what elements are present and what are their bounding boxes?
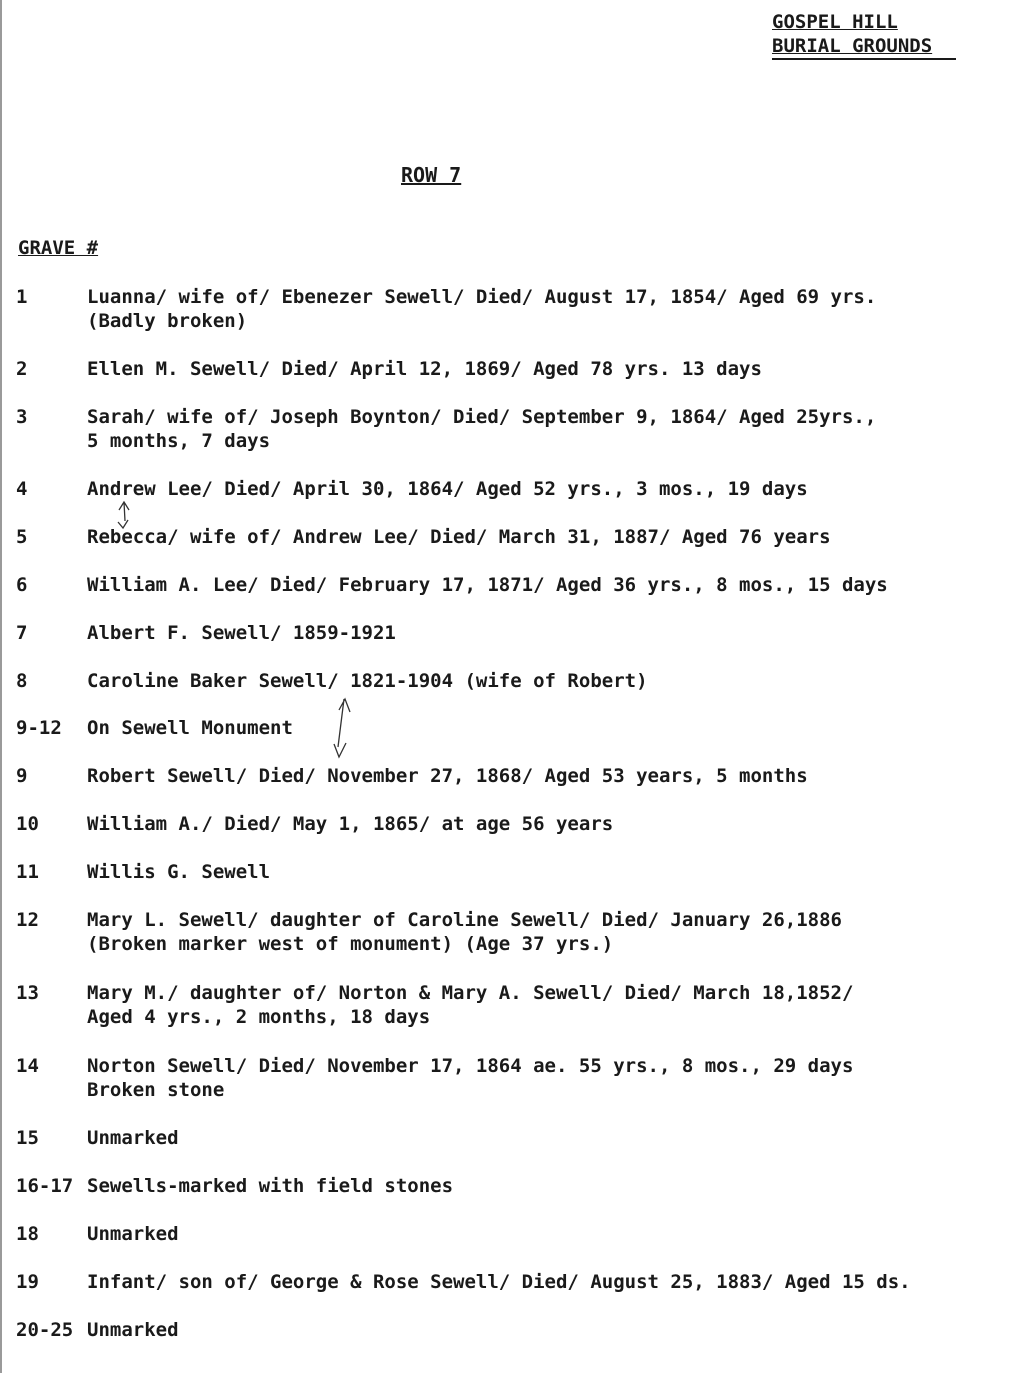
inscription-line: Mary L. Sewell/ daughter of Caroline Sewell/ Died/ January 26,1886 — [87, 909, 842, 931]
grave-number: 10 — [16, 813, 39, 835]
inscription-line: Sewells-marked with field stones — [87, 1175, 454, 1197]
grave-number: 1 — [16, 286, 28, 308]
inscription-line: Willis G. Sewell — [87, 861, 271, 883]
grave-number: 6 — [16, 574, 28, 596]
inscription-line: Andrew Lee/ Died/ April 30, 1864/ Aged 52 yrs., 3 mos., 19 days — [87, 478, 808, 500]
handwritten-arrow-up-small — [118, 502, 129, 528]
inscription-line: Unmarked — [87, 1127, 179, 1149]
inscription-line: William A. Lee/ Died/ February 17, 1871/ Aged 36 yrs., 8 mos., 15 days — [87, 574, 888, 596]
grave-number: 14 — [16, 1055, 39, 1077]
inscription-line: Luanna/ wife of/ Ebenezer Sewell/ Died/ August 17, 1854/ Aged 69 yrs. — [87, 286, 877, 308]
grave-number: 20-25 — [16, 1319, 74, 1341]
inscription-line: Rebecca/ wife of/ Andrew Lee/ Died/ March 31, 1887/ Aged 76 years — [87, 526, 831, 548]
inscription-line: Norton Sewell/ Died/ November 17, 1864 ae. 55 yrs., 8 mos., 29 days — [87, 1055, 854, 1077]
inscription-line: Sarah/ wife of/ Joseph Boynton/ Died/ September 9, 1864/ Aged 25yrs., — [87, 406, 877, 428]
inscription-line: William A./ Died/ May 1, 1865/ at age 56 years — [87, 813, 614, 835]
inscription-line: Broken stone — [87, 1079, 225, 1101]
grave-number: 15 — [16, 1127, 39, 1149]
inscription-line: 5 months, 7 days — [87, 430, 271, 452]
inscription-line: Infant/ son of/ George & Rose Sewell/ Died/ August 25, 1883/ Aged 15 ds. — [87, 1271, 911, 1293]
grave-number: 19 — [16, 1271, 39, 1293]
inscription-line: (Broken marker west of monument) (Age 37 yrs.) — [87, 933, 614, 955]
inscription-line: Aged 4 yrs., 2 months, 18 days — [87, 1006, 431, 1028]
inscription-line: Unmarked — [87, 1319, 179, 1341]
header-line-1: GOSPEL HILL — [772, 11, 898, 33]
inscription-line: Caroline Baker Sewell/ 1821-1904 (wife of Robert) — [87, 670, 648, 692]
grave-number: 5 — [16, 526, 28, 548]
inscription-line: Ellen M. Sewell/ Died/ April 12, 1869/ Aged 78 yrs. 13 days — [87, 358, 762, 380]
row-title: ROW 7 — [401, 163, 462, 187]
grave-column-heading: GRAVE # — [18, 237, 99, 259]
grave-number: 7 — [16, 622, 28, 644]
grave-number: 9 — [16, 765, 28, 787]
inscription-line: (Badly broken) — [87, 310, 248, 332]
grave-number: 3 — [16, 406, 28, 428]
grave-number: 4 — [16, 478, 28, 500]
inscription-line: Mary M./ daughter of/ Norton & Mary A. Sewell/ Died/ March 18,1852/ — [87, 982, 854, 1004]
grave-number: 12 — [16, 909, 39, 931]
inscription-line: Robert Sewell/ Died/ November 27, 1868/ Aged 53 years, 5 months — [87, 765, 808, 787]
inscription-line: Unmarked — [87, 1223, 179, 1245]
grave-number: 2 — [16, 358, 28, 380]
grave-number: 9-12 — [16, 717, 62, 739]
grave-number: 13 — [16, 982, 39, 1004]
grave-number: 16-17 — [16, 1175, 74, 1197]
grave-number: 8 — [16, 670, 28, 692]
handwritten-arrow-long — [334, 699, 350, 757]
inscription-line: On Sewell Monument — [87, 717, 293, 739]
header-line-2: BURIAL GROUNDS — [772, 35, 933, 57]
inscription-line: Albert F. Sewell/ 1859-1921 — [87, 622, 396, 644]
grave-number: 18 — [16, 1223, 39, 1245]
grave-number: 11 — [16, 861, 39, 883]
